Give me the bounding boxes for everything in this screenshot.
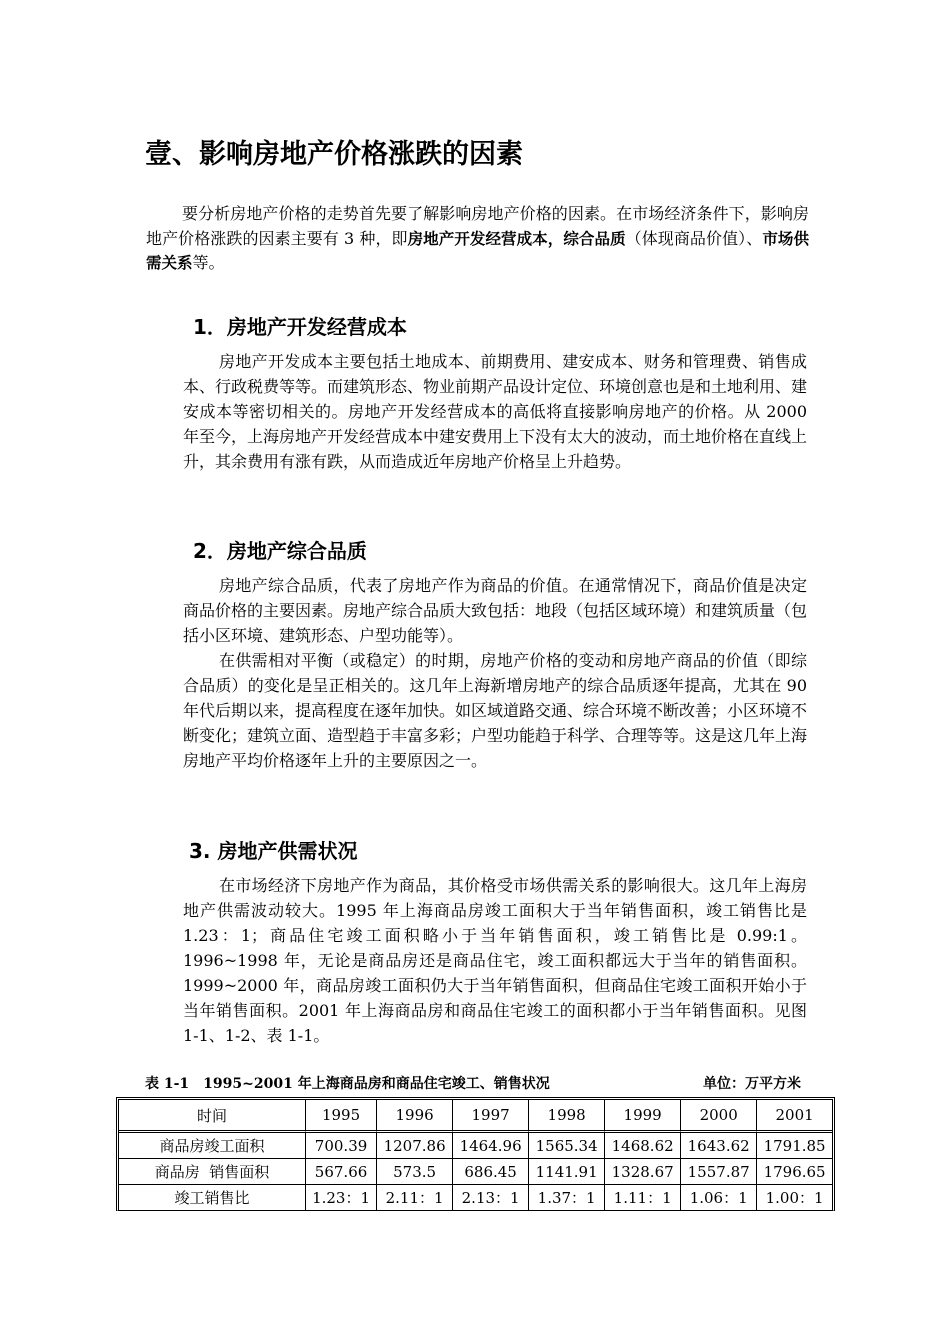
intro-paragraph <box>146 202 809 276</box>
intro-factor-supply: 市场供需关系 <box>146 229 809 273</box>
section1-heading: 1．房地产开发经营成本 <box>193 315 407 339</box>
header-year-cell: 1995 <box>306 1100 377 1133</box>
intro-sep: ， <box>547 229 564 248</box>
table-row <box>119 1185 832 1210</box>
table-caption-title: 表 1-1 1995~2001 年上海商品房和商品住宅竣工、销售状况 <box>145 1076 550 1092</box>
intro-text-mid: （体现商品价值）、 <box>625 228 763 248</box>
table-cell: 700.39 <box>306 1133 377 1159</box>
table-cell: 1565.34 <box>529 1133 605 1159</box>
header-year-cell: 1999 <box>605 1100 681 1133</box>
document-title: 壹、影响房地产价格涨跌的因素 <box>145 139 523 170</box>
table-cell: 567.66 <box>306 1159 377 1185</box>
section1-body <box>183 349 807 474</box>
intro-factor-cost: 房地产开发经营成本 <box>407 229 548 248</box>
table-cell: 1328.67 <box>605 1159 681 1185</box>
table-cell: 686.45 <box>453 1159 529 1185</box>
intro-factor-quality: 综合品质 <box>563 229 626 248</box>
intro-text-before: 要分析房地产价格的走势首先要了解影响房地产价格的因素。在市场经济条件下，影响房地产价格涨跌的因素主要有 3 种，即 <box>146 204 809 248</box>
table-cell: 2.11：1 <box>377 1185 453 1210</box>
table-unit: 单位：万平方米 <box>703 1076 801 1092</box>
section2-paragraph-1: 房地产综合品质，代表了房地产作为商品的价值。在通常情况下，商品价值是决定商品价格的主要因素。房地产综合品质大致包括：地段（包括区域环境）和建筑质量（包括小区环境、建筑形态、户型功能等）。 <box>183 576 808 645</box>
header-year-cell: 2001 <box>757 1100 832 1133</box>
table-cell: 1.06：1 <box>681 1185 757 1210</box>
header-year-cell: 1997 <box>453 1100 529 1133</box>
header-year-cell: 2000 <box>681 1100 757 1133</box>
section3-heading: 3. 房地产供需状况 <box>189 839 358 863</box>
section2-body <box>183 573 807 773</box>
intro-text-after: 等。 <box>192 253 225 273</box>
header-year-cell: 1996 <box>377 1100 453 1133</box>
table-row <box>119 1133 832 1159</box>
table-cell: 1.00：1 <box>765 1189 824 1207</box>
sales-table <box>116 1097 835 1211</box>
row-label-cell: 商品房 销售面积 <box>119 1159 306 1185</box>
table-cell: 573.5 <box>377 1159 453 1185</box>
table-cell: 1.23：1 <box>306 1185 377 1210</box>
row-label-cell: 竣工销售比 <box>119 1185 306 1210</box>
row-label-cell: 商品房竣工面积 <box>119 1133 306 1159</box>
table-caption <box>145 1073 805 1095</box>
section1-paragraph: 房地产开发成本主要包括土地成本、前期费用、建安成本、财务和管理费、销售成本、行政税费等等。而建筑形态、物业前期产品设计定位、环境创意也是和土地利用、建安成本等密切相关的。房地产开发经营成本的高低将直接影响房地产的价格。从 2000 年至今，上海房地产开发经营成本中建安费用上下没有太大的波动，而土地价格在直线上升，其余费用有涨有跌，从而造成近年房地产价格呈上升趋势。 <box>183 352 808 471</box>
header-year-cell: 1998 <box>529 1100 605 1133</box>
section3-paragraph: 在市场经济下房地产作为商品，其价格受市场供需关系的影响很大。这几年上海房地产供需波动较大。1995 年上海商品房竣工面积大于当年销售面积，竣工销售比是 1.23：1；商品住宅竣工面积略小于当年销售面积，竣工销售比是 0.99:1。1996~1998 年，无论是商品房还是商品住宅，竣工面积都远大于当年的销售面积。1999~2000 年，商品房竣工面积仍大于当年销售面积，但商品住宅竣工面积开始小于当年销售面积。2001 年上海商品房和商品住宅竣工的面积都小于当年销售面积。见图 1-1、1-2、表 1-1。 <box>183 876 807 1045</box>
table-cell: 1.11：1 <box>605 1185 681 1210</box>
section2-paragraph-2: 在供需相对平衡（或稳定）的时期，房地产价格的变动和房地产商品的价值（即综合品质）的变化是呈正相关的。这几年上海新增房地产的综合品质逐年提高，尤其在 90 年代后期以来，提高程度在逐年加快。如区域道路交通、综合环境不断改善；小区环境不断变化；建筑立面、造型趋于丰富多彩；户型功能趋于科学、合理等等。这是这几年上海房地产平均价格逐年上升的主要原因之一。 <box>183 651 808 770</box>
table-cell: 1643.62 <box>681 1133 757 1159</box>
table-cell: 1557.87 <box>681 1159 757 1185</box>
table-header-row <box>119 1100 832 1133</box>
table-row <box>119 1159 832 1185</box>
table-cell: 2.13：1 <box>453 1185 529 1210</box>
table-cell: 1796.65 <box>757 1159 832 1185</box>
table-cell: 1791.85 <box>757 1133 832 1159</box>
section2-heading: 2．房地产综合品质 <box>193 539 367 563</box>
table-cell: 1.37：1 <box>529 1185 605 1210</box>
table-cell: 1464.96 <box>453 1133 529 1159</box>
table-cell: 1468.62 <box>605 1133 681 1159</box>
header-label-cell: 时间 <box>119 1100 306 1133</box>
table-cell: 1141.91 <box>529 1159 605 1185</box>
table-cell: 1207.86 <box>377 1133 453 1159</box>
section3-body <box>183 873 807 1048</box>
